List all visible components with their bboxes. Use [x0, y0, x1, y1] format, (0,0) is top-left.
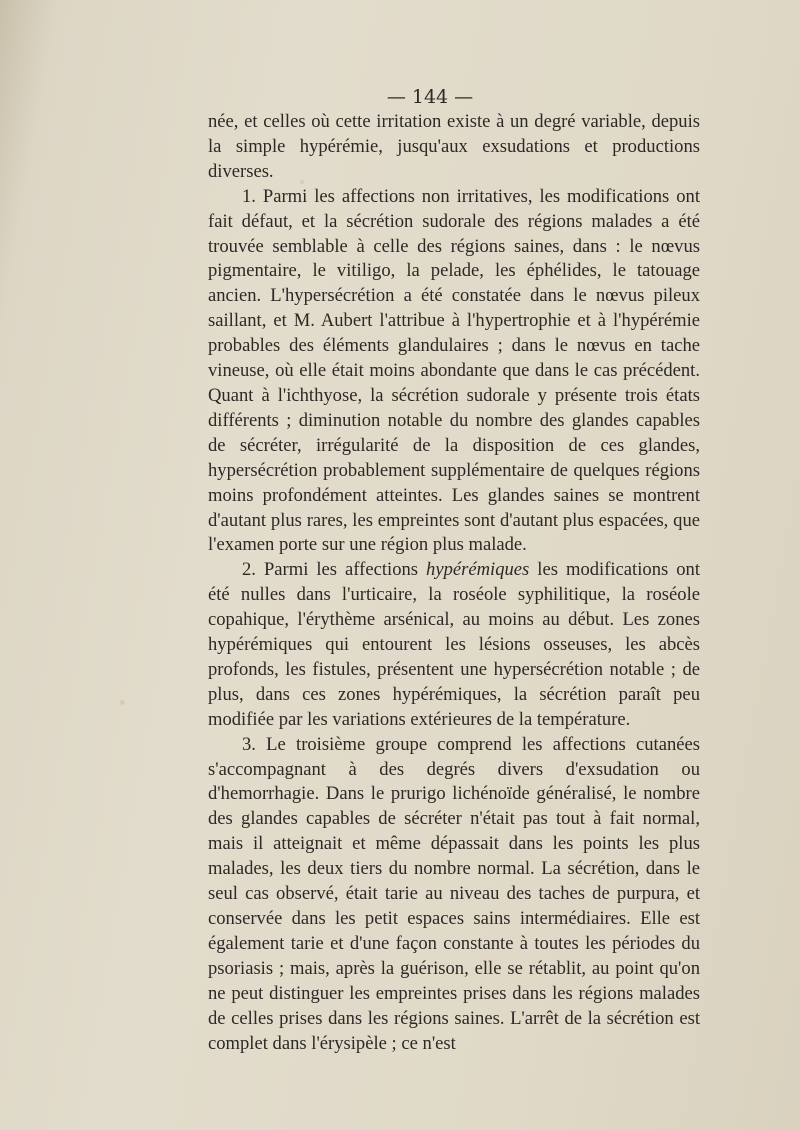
paragraph-intro: née, et celles où cette irritation existe à un degré variable, depuis la simple hypérémie, jusqu'aux exsudations et productions diverses. — [208, 111, 700, 182]
body-text — [208, 110, 700, 1056]
paragraph-2-end: les modifications ont été nulles dans l'urticaire, la roséole syphilitique, la roséole copahique, l'érythème arsénical, au moins au début. Les zones hypérémiques qui entourent les lésions osseuses, les abcès profonds, les fistules, présentent une hypersécrétion notable ; de plus, dans ces zones hypérémiques, la sécrétion paraît peu modifiée par les variations extérieures de la température. — [208, 559, 700, 730]
paper-stain — [120, 700, 125, 705]
paragraph-3: 3. Le troisième groupe comprend les affections cutanées s'accompagnant à des degrés divers d'exsudation ou d'hemorrhagie. Dans le prurigo lichénoïde généralisé, le nombre des glandes capables de sécréter n'était pas tout à fait normal, mais il atteignait et même dépassait dans les points les plus malades, les deux tiers du nombre normal. La sécrétion, dans le seul cas observé, était tarie au niveau des taches de purpura, et conservée dans les petit espaces sains intermédiaires. Elle est également tarie et d'une façon constante à toutes les périodes du psoriasis ; mais, après la guérison, elle se rétablit, au point qu'on ne peut distinguer les empreintes prises dans les régions malades de celles prises dans les régions saines. L'arrêt de la sécrétion est complet dans l'érysipèle ; ce n'est — [208, 733, 700, 1054]
paragraph-2 — [208, 558, 700, 732]
paragraph-1: 1. Parmi les affections non irritatives, les modifications ont fait défaut, et la sécrétion sudorale des régions malades a été trouvée semblable à celle des régions saines, dans : le nœvus pigmentaire, le vitiligo, la pelade, les éphélides, le tatouage ancien. L'hypersécrétion a été constatée dans le nœvus pileux saillant, et M. Aubert l'attribue à l'hypertrophie et à l'hypérémie probables des éléments glandulaires ; dans le nœvus en tache vineuse, où elle était moins abondante que dans le cas précédent. Quant à l'ichthyose, la sécrétion sudorale y présente trois états différents ; diminution notable du nombre des glandes capables de sécréter, irrégularité de la disposition de ces glandes, hypersécrétion probablement supplémentaire de quelques régions moins profondément atteintes. Les glandes saines se montrent d'autant plus rares, les empreintes sont d'autant plus espacées, que l'examen porte sur une région plus malade. — [208, 185, 700, 556]
paragraph-2-start: 2. Parmi les affections — [242, 559, 427, 581]
page-number: — 144 — — [386, 86, 474, 108]
paragraph-2-italic-term: hypérémiques — [426, 559, 530, 581]
